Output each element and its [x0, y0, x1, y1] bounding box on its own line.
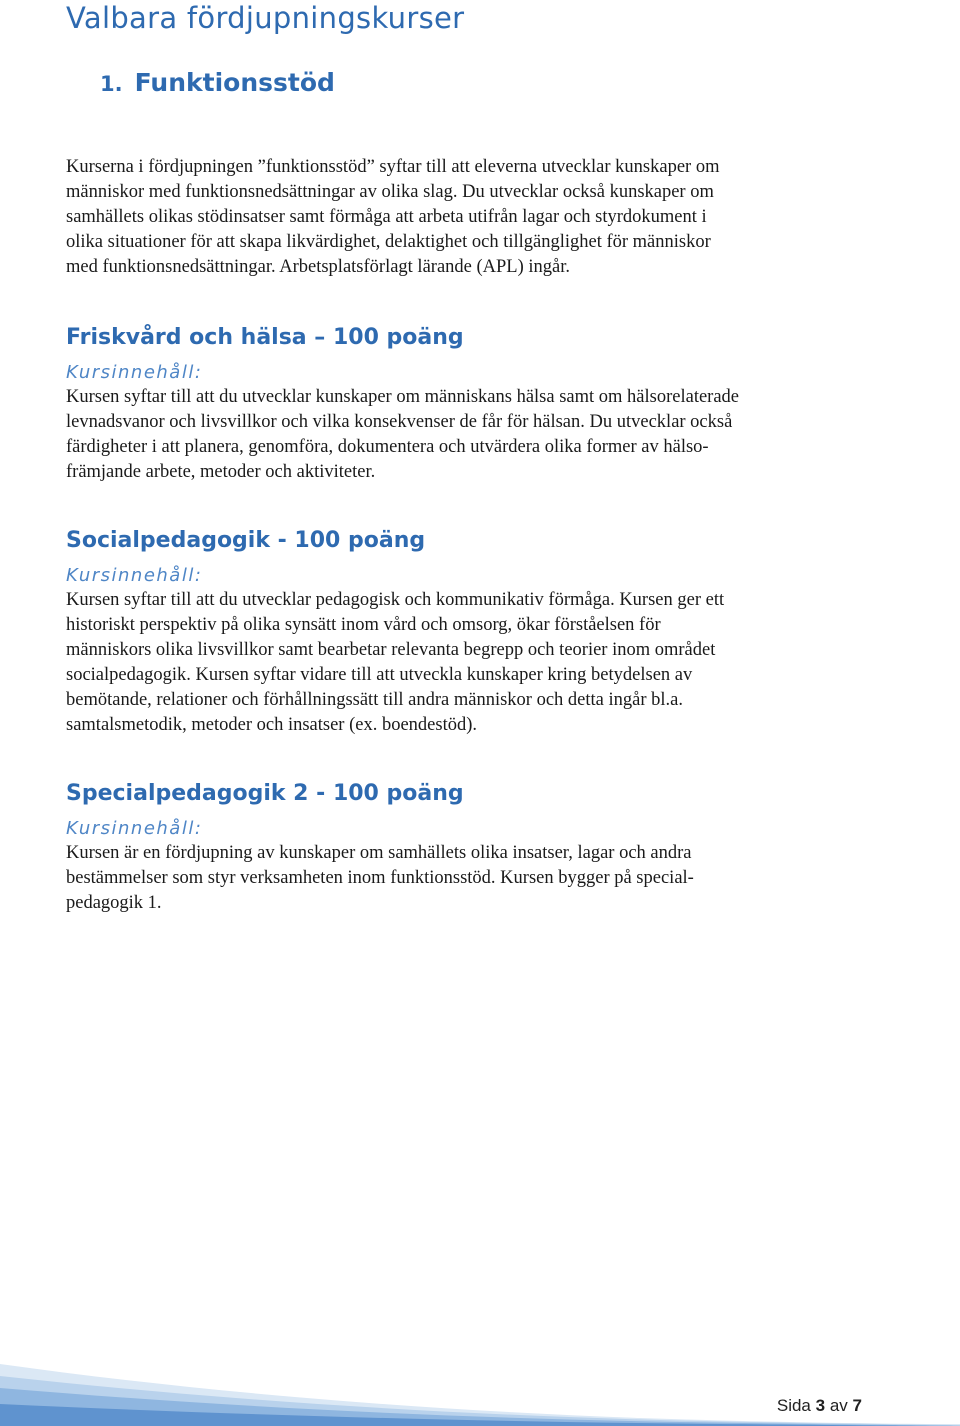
course-subheading: Kursinnehåll: — [66, 362, 203, 383]
text-line: pedagogik 1. — [66, 893, 162, 913]
text-line: historiskt perspektiv på olika synsätt inom vård och omsorg, ökar förståelsen för — [66, 615, 661, 635]
course-description-specialpedagogik — [66, 841, 694, 916]
course-subheading: Kursinnehåll: — [66, 818, 203, 839]
page-label: Sida — [776, 1396, 811, 1415]
course-description-socialpedagogik — [66, 588, 724, 738]
current-page: 3 — [815, 1396, 826, 1415]
text-line: olika situationer för att skapa likvärdighet, delaktighet och tillgänglighet för människor — [66, 232, 711, 252]
text-line: med funktionsnedsättningar. Arbetsplatsförlagt lärande (APL) ingår. — [66, 257, 571, 277]
total-pages: 7 — [852, 1396, 862, 1415]
text-line: Kursen syftar till att du utvecklar pedagogisk och kommunikativ förmåga. Kursen ger ett — [66, 590, 725, 610]
text-line: Kurserna i fördjupningen ”funktionsstöd” syftar till att eleverna utvecklar kunskaper om — [66, 157, 720, 177]
page-separator: av — [829, 1396, 848, 1415]
text-line: färdigheter i att planera, genomföra, dokumentera och utvärdera olika former av hälso- — [66, 437, 709, 457]
text-line: samtalsmetodik, metoder och insatser (ex. boendestöd). — [66, 715, 478, 735]
page-number-footer — [777, 1394, 862, 1418]
course-title-friskvard: Friskvård och hälsa – 100 poäng — [66, 325, 464, 350]
text-line: samhällets olikas stödinsatser samt förmåga att arbeta utifrån lagar och styrdokument i — [66, 207, 707, 227]
course-description-friskvard — [66, 385, 739, 485]
document-title: Valbara fördjupningskurser — [66, 1, 465, 35]
section-number: 1. — [100, 72, 123, 96]
text-line: Kursen syftar till att du utvecklar kunskaper om människans hälsa samt om hälsorelaterade — [66, 387, 740, 407]
text-line: främjande arbete, metoder och aktiviteter. — [66, 462, 376, 482]
text-line: socialpedagogik. Kursen syftar vidare till att utveckla kunskaper kring betydelsen av — [66, 665, 693, 685]
course-subheading: Kursinnehåll: — [66, 565, 203, 586]
text-line: bemötande, relationer och förhållningssätt till andra människor och detta ingår bl.a. — [66, 690, 683, 710]
text-line: bestämmelser som styr verksamheten inom funktionsstöd. Kursen bygger på special- — [66, 868, 694, 888]
intro-paragraph — [66, 155, 719, 280]
text-line: levnadsvanor och livsvillkor och vilka konsekvenser de får för hälsan. Du utvecklar också — [66, 412, 733, 432]
section-heading-text: Funktionsstöd — [134, 68, 335, 97]
course-title-socialpedagogik: Socialpedagogik - 100 poäng — [66, 528, 426, 553]
text-line: människor med funktionsnedsättningar av olika slag. Du utvecklar också kunskaper om — [66, 182, 714, 202]
course-title-specialpedagogik: Specialpedagogik 2 - 100 poäng — [66, 781, 464, 806]
section-heading — [100, 66, 335, 101]
text-line: Kursen är en fördjupning av kunskaper om samhällets olika insatser, lagar och andra — [66, 843, 692, 863]
text-line: människors olika livsvillkor samt bearbetar relevanta begrepp och teorier inom området — [66, 640, 716, 660]
